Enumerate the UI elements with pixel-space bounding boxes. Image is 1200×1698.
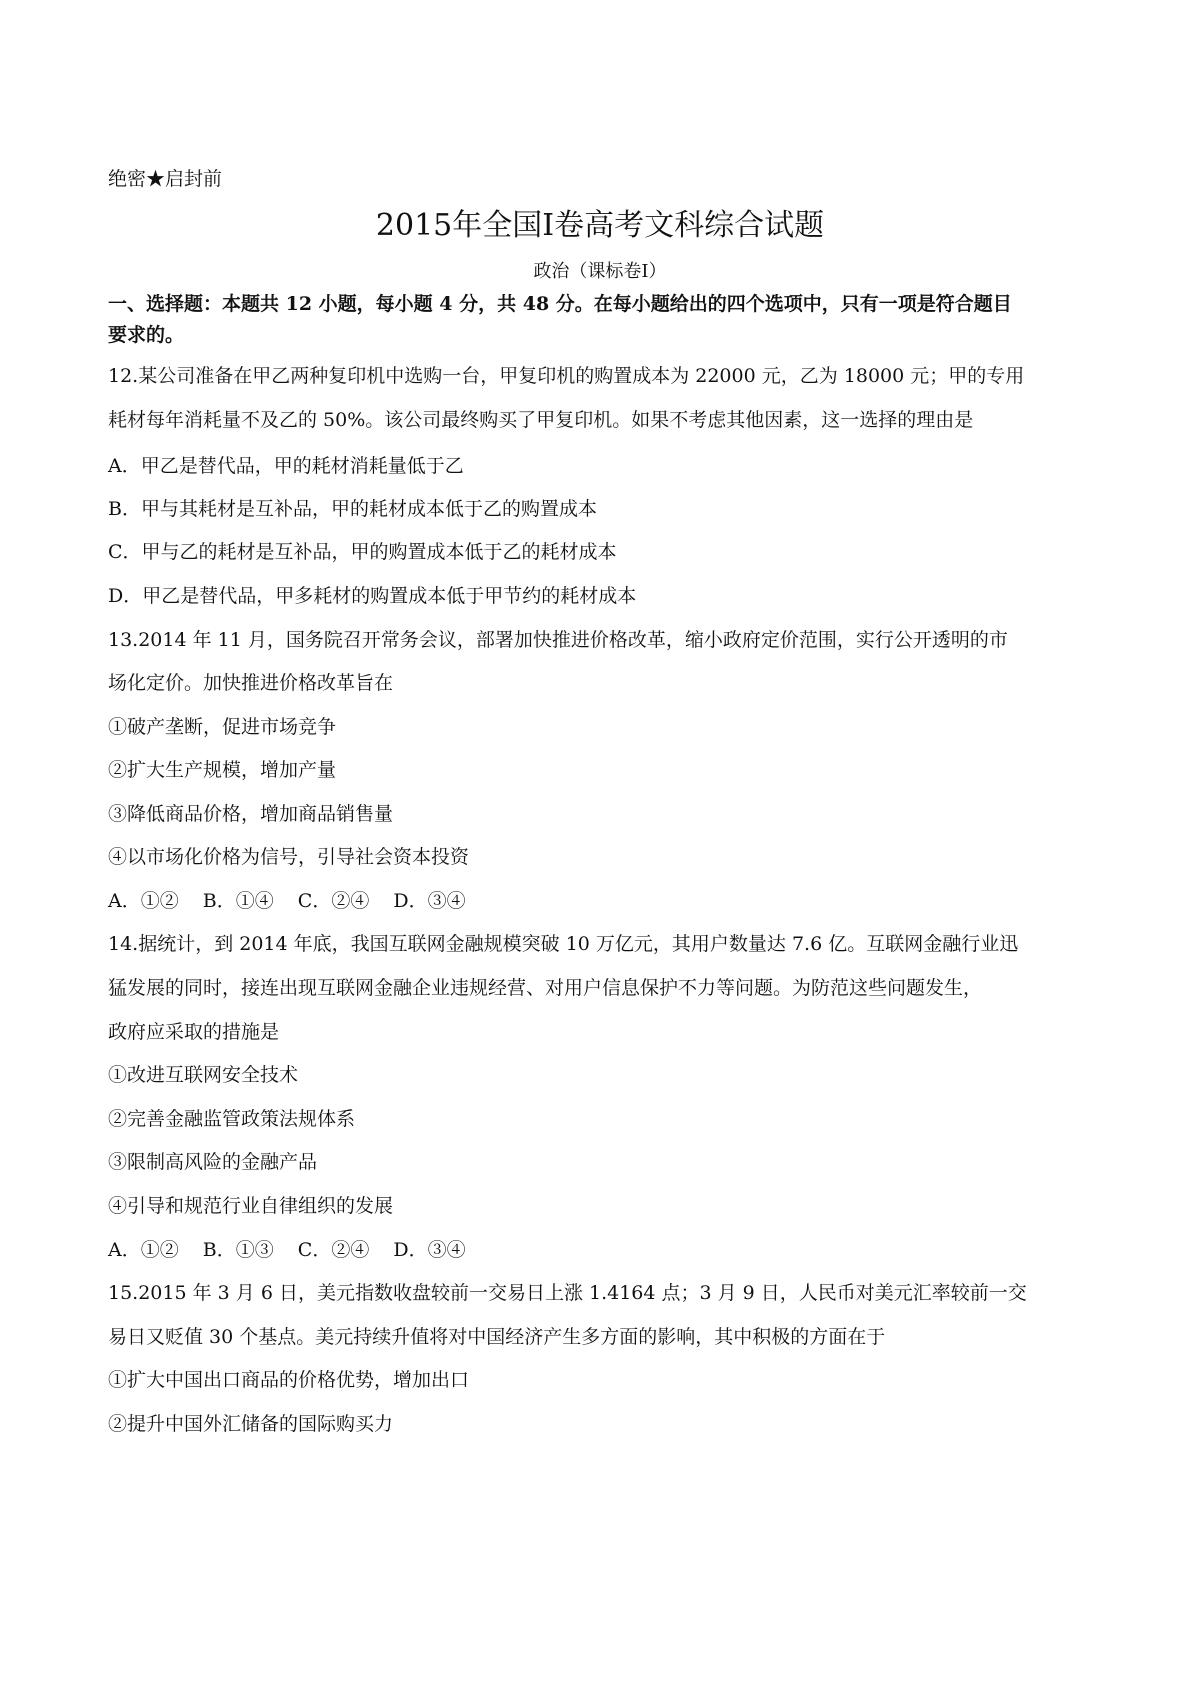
q14-item-4: ④引导和规范行业自律组织的发展 bbox=[108, 1195, 394, 1217]
q14-item-1: ①改进互联网安全技术 bbox=[108, 1064, 299, 1086]
q13-choice-d: D．③④ bbox=[393, 890, 466, 912]
confidential-mark: 绝密★启封前 bbox=[108, 168, 223, 190]
q12-stem-line-1: 12.某公司准备在甲乙两种复印机中选购一台，甲复印机的购置成本为 22000 元，乙为 18000 元；甲的专用 bbox=[108, 365, 1025, 387]
q15-item-1: ①扩大中国出口商品的价格优势，增加出口 bbox=[108, 1369, 470, 1391]
q14-stem-line-2: 猛发展的同时，接连出现互联网金融企业违规经营、对用户信息保护不力等问题。为防范这些问题发生， bbox=[108, 977, 983, 999]
q15-item-2: ②提升中国外汇储备的国际购买力 bbox=[108, 1413, 394, 1435]
q15-stem-line-2: 易日又贬值 30 个基点。美元持续升值将对中国经济产生多方面的影响，其中积极的方面在于 bbox=[108, 1326, 886, 1348]
q13-choice-a: A．①② bbox=[108, 890, 179, 912]
q13-choice-c: C．②④ bbox=[297, 890, 370, 912]
q14-choice-c: C．②④ bbox=[297, 1239, 370, 1261]
q13-item-4: ④以市场化价格为信号，引导社会资本投资 bbox=[108, 846, 470, 868]
q14-choice-d: D．③④ bbox=[393, 1239, 466, 1261]
q14-item-3: ③限制高风险的金融产品 bbox=[108, 1151, 318, 1173]
section-instructions-line-1: 一、选择题：本题共 12 小题，每小题 4 分，共 48 分。在每小题给出的四个选项中，只有一项是符合题目 bbox=[108, 293, 1012, 315]
q13-stem-line-1: 13.2014 年 11 月，国务院召开常务会议，部署加快推进价格改革，缩小政府定价范围，实行公开透明的市 bbox=[108, 629, 1008, 651]
q13-item-2: ②扩大生产规模，增加产量 bbox=[108, 759, 337, 781]
section-instructions-line-2: 要求的。 bbox=[108, 324, 185, 346]
q12-option-b: B．甲与其耗材是互补品，甲的耗材成本低于乙的购置成本 bbox=[108, 498, 597, 520]
q12-option-c: C．甲与乙的耗材是互补品，甲的购置成本低于乙的耗材成本 bbox=[108, 541, 617, 563]
q14-item-2: ②完善金融监管政策法规体系 bbox=[108, 1108, 356, 1130]
q14-stem-line-1: 14.据统计，到 2014 年底，我国互联网金融规模突破 10 万亿元，其用户数量达 7.6 亿。互联网金融行业迅 bbox=[108, 933, 1019, 955]
q12-option-a: A．甲乙是替代品，甲的耗材消耗量低于乙 bbox=[108, 455, 464, 477]
page-subtitle: 政治（课标卷Ⅰ） bbox=[533, 261, 667, 282]
q13-choices bbox=[108, 889, 484, 913]
q13-item-3: ③降低商品价格，增加商品销售量 bbox=[108, 803, 394, 825]
q13-choice-b: B．①④ bbox=[202, 890, 274, 912]
q14-choice-a: A．①② bbox=[108, 1239, 179, 1261]
q14-choice-b: B．①③ bbox=[202, 1239, 274, 1261]
q14-stem-line-3: 政府应采取的措施是 bbox=[108, 1021, 280, 1043]
q12-stem-line-2: 耗材每年消耗量不及乙的 50%。该公司最终购买了甲复印机。如果不考虑其他因素，这一选择的理由是 bbox=[108, 409, 974, 431]
q12-option-d: D．甲乙是替代品，甲多耗材的购置成本低于甲节约的耗材成本 bbox=[108, 585, 637, 607]
q15-stem-line-1: 15.2015 年 3 月 6 日，美元指数收盘较前一交易日上涨 1.4164 点；3 月 9 日，人民币对美元汇率较前一交 bbox=[108, 1282, 1027, 1304]
q14-choices bbox=[108, 1238, 484, 1262]
q13-item-1: ①破产垄断，促进市场竞争 bbox=[108, 716, 337, 738]
q13-stem-line-2: 场化定价。加快推进价格改革旨在 bbox=[108, 672, 394, 694]
page-title: 2015年全国Ⅰ卷高考文科综合试题 bbox=[375, 208, 825, 243]
